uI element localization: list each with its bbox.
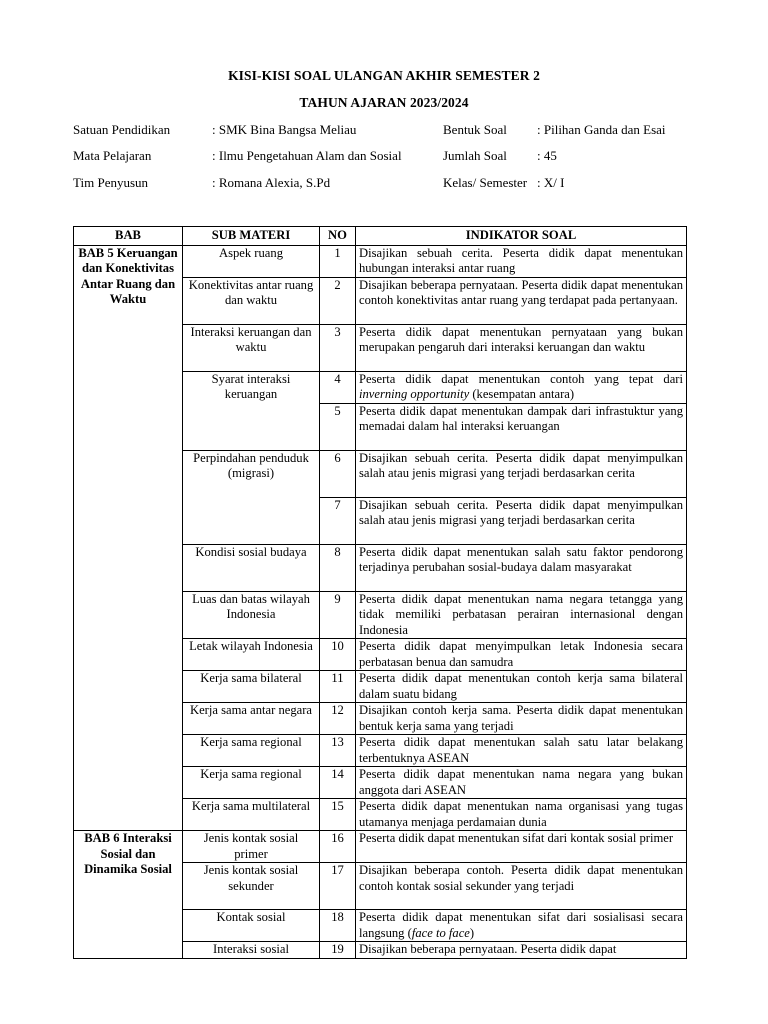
sub-materi-cell: Letak wilayah Indonesia [183,639,320,671]
indikator-cell: Peserta didik dapat menentukan dampak dari infrastuktur yang memadai dalam hal interaksi keruangan [356,403,687,450]
no-cell: 17 [320,863,356,910]
no-cell: 11 [320,671,356,703]
indikator-cell: Disajikan sebuah cerita. Peserta didik dapat menyimpulkan salah atau jenis migrasi yang terjadi berdasarkan cerita [356,450,687,497]
sub-materi-cell: Konektivitas antar ruang dan waktu [183,277,320,324]
no-cell: 5 [320,403,356,450]
bentuk-label: Bentuk Soal [443,122,507,137]
no-cell: 2 [320,277,356,324]
sub-materi-cell: Interaksi sosial [183,942,320,959]
no-cell: 3 [320,324,356,371]
no-cell: 16 [320,831,356,863]
jumlah-value: : 45 [537,148,557,163]
no-cell: 19 [320,942,356,959]
sub-materi-cell: Aspek ruang [183,245,320,277]
sub-materi-cell: Kerja sama regional [183,735,320,767]
no-cell: 1 [320,245,356,277]
tim-label: Tim Penyusun [73,175,149,190]
indikator-cell [356,371,687,403]
indikator-cell: Disajikan beberapa pernyataan. Peserta didik dapat menentukan contoh konektivitas antar ruang yang terdapat pada pertanyaan. [356,277,687,324]
indikator-cell: Peserta didik dapat menentukan nama organisasi yang tugas utamanya menjaga perdamaian dunia [356,799,687,831]
indikator-cell: Peserta didik dapat menyimpulkan letak Indonesia secara perbatasan benua dan samudra [356,639,687,671]
sub-materi-cell: Luas dan batas wilayah Indonesia [183,591,320,639]
indikator-text: (kesempatan antara) [469,387,575,401]
sub-materi-cell: Kondisi sosial budaya [183,544,320,591]
sub-materi-cell: Perpindahan penduduk (migrasi) [183,450,320,544]
indikator-cell: Peserta didik dapat menentukan pernyataan yang bukan merupakan pengaruh dari interaksi keruangan dan waktu [356,324,687,371]
indikator-cell: Peserta didik dapat menentukan nama negara yang bukan anggota dari ASEAN [356,767,687,799]
document-title: KISI-KISI SOAL ULANGAN AKHIR SEMESTER 2 [228,68,540,83]
no-cell: 7 [320,497,356,544]
tim-value: : Romana Alexia, S.Pd [212,175,331,190]
sub-materi-cell: Kerja sama multilateral [183,799,320,831]
no-cell: 9 [320,591,356,639]
header-no: NO [320,227,356,246]
satuan-value: : SMK Bina Bangsa Meliau [212,122,357,137]
kelas-label: Kelas/ Semester [443,175,528,190]
sub-materi-cell: Kerja sama antar negara [183,703,320,735]
table-row [74,831,687,863]
header-sub-materi: SUB MATERI [183,227,320,246]
indikator-cell: Peserta didik dapat menentukan contoh kerja sama bilateral dalam suatu bidang [356,671,687,703]
indikator-cell: Disajikan contoh kerja sama. Peserta didik dapat menentukan bentuk kerja sama yang terjadi [356,703,687,735]
kisi-kisi-table [73,226,687,959]
header-indikator: INDIKATOR SOAL [356,227,687,246]
indikator-cell: Disajikan sebuah cerita. Peserta didik dapat menyimpulkan salah atau jenis migrasi yang terjadi berdasarkan cerita [356,497,687,544]
sub-materi-cell: Kerja sama bilateral [183,671,320,703]
sub-materi-cell: Kontak sosial [183,910,320,942]
no-cell: 6 [320,450,356,497]
no-cell: 15 [320,799,356,831]
satuan-label: Satuan Pendidikan [73,122,171,137]
indikator-cell: Disajikan beberapa contoh. Peserta didik dapat menentukan contoh kontak sosial sekunder yang terjadi [356,863,687,910]
no-cell: 8 [320,544,356,591]
bentuk-value: : Pilihan Ganda dan Esai [537,122,666,137]
indikator-italic-text: inverning opportunity [359,387,470,401]
indikator-cell: Peserta didik dapat menentukan salah satu faktor pendorong terjadinya perubahan sosial-budaya dalam masyarakat [356,544,687,591]
bab-cell: BAB 6 Interaksi Sosial dan Dinamika Sosial [74,831,183,959]
table-row [74,245,687,277]
kelas-value: : X/ I [537,175,565,190]
sub-materi-cell: Kerja sama regional [183,767,320,799]
sub-materi-cell: Jenis kontak sosial sekunder [183,863,320,910]
indikator-italic-text: face to face [411,925,470,940]
indikator-cell: Peserta didik dapat menentukan nama negara tetangga yang tidak memiliki perbatasan perairan internasional dengan Indonesia [356,591,687,639]
indikator-cell: Disajikan sebuah cerita. Peserta didik dapat menentukan hubungan interaksi antar ruang [356,245,687,277]
mapel-value: : Ilmu Pengetahuan Alam dan Sosial [212,148,402,163]
indikator-text: Peserta didik dapat menentukan contoh yang tepat dari [359,371,683,386]
indikator-cell: Peserta didik dapat menentukan sifat dari kontak sosial primer [356,831,687,863]
jumlah-label: Jumlah Soal [443,148,507,163]
bab-cell: BAB 5 Keruangan dan Konektivitas Antar Ruang dan Waktu [74,245,183,831]
indikator-cell: Peserta didik dapat menentukan salah satu latar belakang terbentuknya ASEAN [356,735,687,767]
indikator-cell: Disajikan beberapa pernyataan. Peserta didik dapat [356,942,687,959]
no-cell: 14 [320,767,356,799]
indikator-cell [356,910,687,942]
no-cell: 4 [320,371,356,403]
no-cell: 12 [320,703,356,735]
no-cell: 18 [320,910,356,942]
mapel-label: Mata Pelajaran [73,148,152,163]
header-bab: BAB [74,227,183,246]
no-cell: 13 [320,735,356,767]
sub-materi-cell: Syarat interaksi keruangan [183,371,320,450]
document-subtitle: TAHUN AJARAN 2023/2024 [299,95,469,110]
table-header-row [74,227,687,246]
indikator-text: Peserta didik dapat menentukan sifat dari sosialisasi secara langsung ( [359,910,683,940]
indikator-text: ) [469,925,475,940]
sub-materi-cell: Interaksi keruangan dan waktu [183,324,320,371]
sub-materi-cell: Jenis kontak sosial primer [183,831,320,863]
no-cell: 10 [320,639,356,671]
